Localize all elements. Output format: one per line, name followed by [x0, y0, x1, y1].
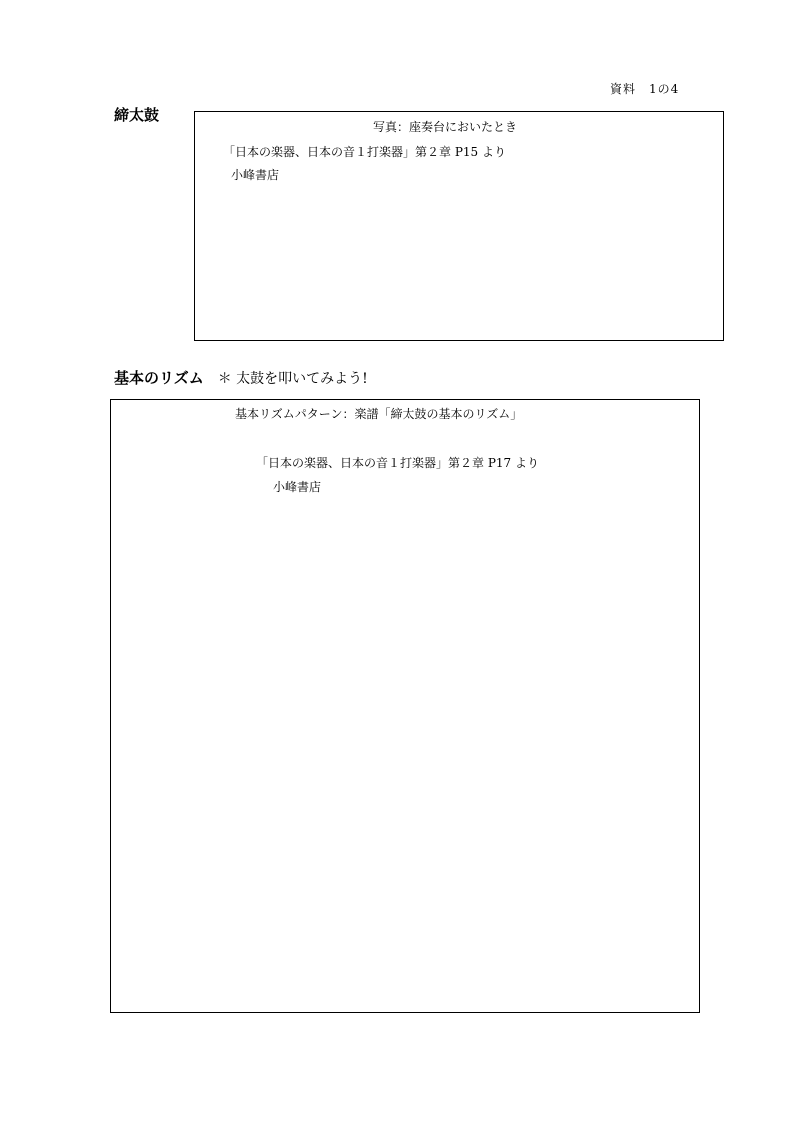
page-label: 資料 1の4 — [610, 82, 680, 96]
basic-rhythm-note: ＊ 太鼓を叩いてみよう! — [217, 371, 368, 387]
score-source-citation: 「日本の楽器、日本の音１打楽器」第２章 P17 より — [256, 456, 539, 470]
photo-publisher: 小峰書店 — [231, 168, 280, 182]
photo-source-citation: 「日本の楽器、日本の音１打楽器」第２章 P15 より — [223, 145, 506, 159]
section-heading-basic-rhythm — [114, 367, 368, 388]
basic-rhythm-title: 基本のリズム — [114, 369, 204, 387]
score-placeholder-box — [110, 399, 700, 1013]
score-publisher: 小峰書店 — [273, 480, 322, 494]
photo-placeholder-box — [194, 111, 724, 341]
photo-caption: 写真：座奏台においたとき — [373, 120, 518, 134]
section-heading-shime-daiko: 締太鼓 — [114, 106, 160, 124]
score-caption: 基本リズムパターン：楽譜「締太鼓の基本のリズム」 — [235, 407, 523, 421]
